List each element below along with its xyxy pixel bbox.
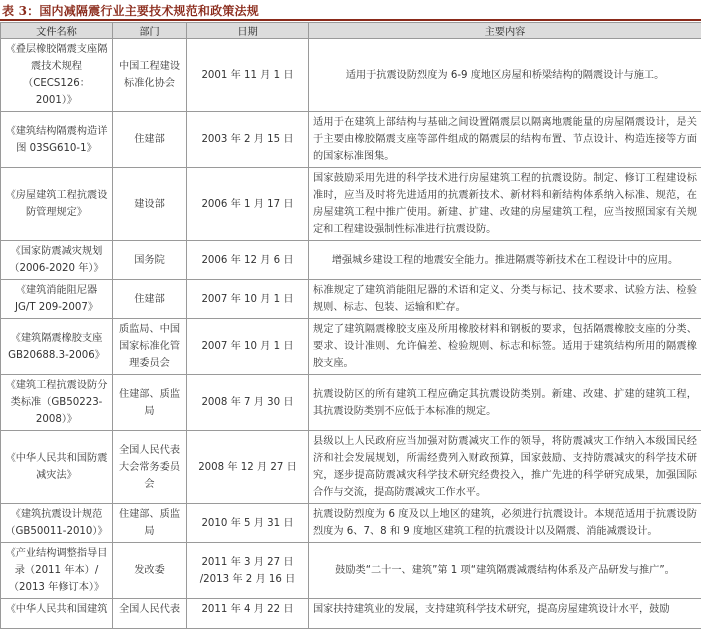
cell-content: 标准规定了建筑消能阻尼器的术语和定义、分类与标记、技术要求、试验方法、检验规则、标志、包装、运输和贮存。 [309,280,701,319]
cell-dept: 建设部 [113,168,187,241]
cell-name: 《建筑结构隔震构造详图 03SG610-1》 [1,112,113,168]
cell-name: 《中华人民共和国建筑 [1,599,113,629]
table-row [1,112,701,168]
table-row [1,431,701,504]
header-content: 主要内容 [309,23,701,39]
table-row [1,280,701,319]
cell-content: 适用于抗震设防烈度为 6-9 度地区房屋和桥梁结构的隔震设计与施工。 [309,39,701,112]
cell-content: 国家鼓励采用先进的科学技术进行房屋建筑工程的抗震设防。制定、修订工程建设标准时，应当及时将先进适用的抗震新技术、新材料和新结构体系纳入标准、规范，在房屋建筑工程中推广使用。新建、扩建、改建的房屋建筑工程，应当按照国家有关规定和工程建设强制性标准进行抗震设防。 [309,168,701,241]
cell-dept: 发改委 [113,543,187,599]
cell-content: 抗震设防烈度为 6 度及以上地区的建筑，必须进行抗震设计。本规范适用于抗震设防烈度为 6、7、8 和 9 度地区建筑工程的抗震设计以及隔震、消能减震设计。 [309,504,701,543]
cell-name: 《建筑隔震橡胶支座 GB20688.3-2006》 [1,319,113,375]
cell-name: 《叠层橡胶隔震支座隔震技术规程（CECS126：2001）》 [1,39,113,112]
cell-content: 增强城乡建设工程的地震安全能力。推进隔震等新技术在工程设计中的应用。 [309,241,701,280]
cell-date: 2001 年 11 月 1 日 [187,39,309,112]
table-row [1,319,701,375]
header-date: 日期 [187,23,309,39]
cell-dept: 全国人民代表大会常务委员会 [113,431,187,504]
header-dept: 部门 [113,23,187,39]
cell-dept: 住建部 [113,280,187,319]
cell-dept: 全国人民代表 [113,599,187,629]
cell-name: 《建筑消能阻尼器 JG/T 209-2007》 [1,280,113,319]
cell-date: 2010 年 5 月 31 日 [187,504,309,543]
cell-content: 适用于在建筑上部结构与基础之间设置隔震层以隔离地震能量的房屋隔震设计，是关于主要由橡胶隔震支座等部件组成的隔震层的结构布置、节点设计、构造连接等方面的国家标准图集。 [309,112,701,168]
cell-dept: 住建部、质监局 [113,375,187,431]
table-row [1,168,701,241]
cell-date: 2008 年 12 月 27 日 [187,431,309,504]
cell-dept: 质监局、中国国家标准化管理委员会 [113,319,187,375]
cell-date: 2006 年 12 月 6 日 [187,241,309,280]
cell-dept: 国务院 [113,241,187,280]
table-row [1,375,701,431]
cell-content: 抗震设防区的所有建筑工程应确定其抗震设防类别。新建、改建、扩建的建筑工程，其抗震设防类别不应低于本标准的规定。 [309,375,701,431]
table-row [1,599,701,629]
cell-date: 2003 年 2 月 15 日 [187,112,309,168]
cell-content: 国家扶持建筑业的发展，支持建筑科学技术研究，提高房屋建筑设计水平，鼓励 [309,599,701,629]
header-row [1,23,701,39]
cell-name: 《国家防震减灾规划（2006-2020 年）》 [1,241,113,280]
cell-date: 2007 年 10 月 1 日 [187,280,309,319]
cell-date: 2011 年 3 月 27 日 /2013 年 2 月 16 日 [187,543,309,599]
cell-content: 鼓励类“二十一、建筑”第 1 项“建筑隔震减震结构体系及产品研发与推广”。 [309,543,701,599]
caption-rule [0,19,701,21]
cell-dept: 中国工程建设标准化协会 [113,39,187,112]
cell-dept: 住建部、质监局 [113,504,187,543]
cell-name: 《房屋建筑工程抗震设防管理规定》 [1,168,113,241]
cell-name: 《建筑抗震设计规范（GB50011-2010）》 [1,504,113,543]
cell-date: 2007 年 10 月 1 日 [187,319,309,375]
cell-date: 2006 年 1 月 17 日 [187,168,309,241]
cell-name: 《中华人民共和国防震减灾法》 [1,431,113,504]
regulations-table [0,22,701,629]
table-row [1,39,701,112]
cell-dept: 住建部 [113,112,187,168]
cell-name: 《产业结构调整指导目录（2011 年本）/（2013 年修订本）》 [1,543,113,599]
cell-name: 《建筑工程抗震设防分类标准（GB50223-2008）》 [1,375,113,431]
table-row [1,504,701,543]
table-row [1,543,701,599]
header-name: 文件名称 [1,23,113,39]
table-caption: 表 3：国内减隔震行业主要技术规范和政策法规 [2,2,259,19]
cell-date: 2008 年 7 月 30 日 [187,375,309,431]
cell-date: 2011 年 4 月 22 日 [187,599,309,629]
cell-content: 县级以上人民政府应当加强对防震减灾工作的领导，将防震减灾工作纳入本级国民经济和社会发展规划，所需经费列入财政预算，国家鼓励、支持防震减灾的科学技术研究，逐步提高防震减灾科学技术研究经费投入，推广先进的科学研究成果，加强国际合作与交流，提高防震减灾工作水平。 [309,431,701,504]
cell-content: 规定了建筑隔震橡胶支座及所用橡胶材料和钢板的要求，包括隔震橡胶支座的分类、要求、设计准则、允许偏差、检验规则、标志和标签。适用于建筑结构所用的隔震橡胶支座。 [309,319,701,375]
table-row [1,241,701,280]
